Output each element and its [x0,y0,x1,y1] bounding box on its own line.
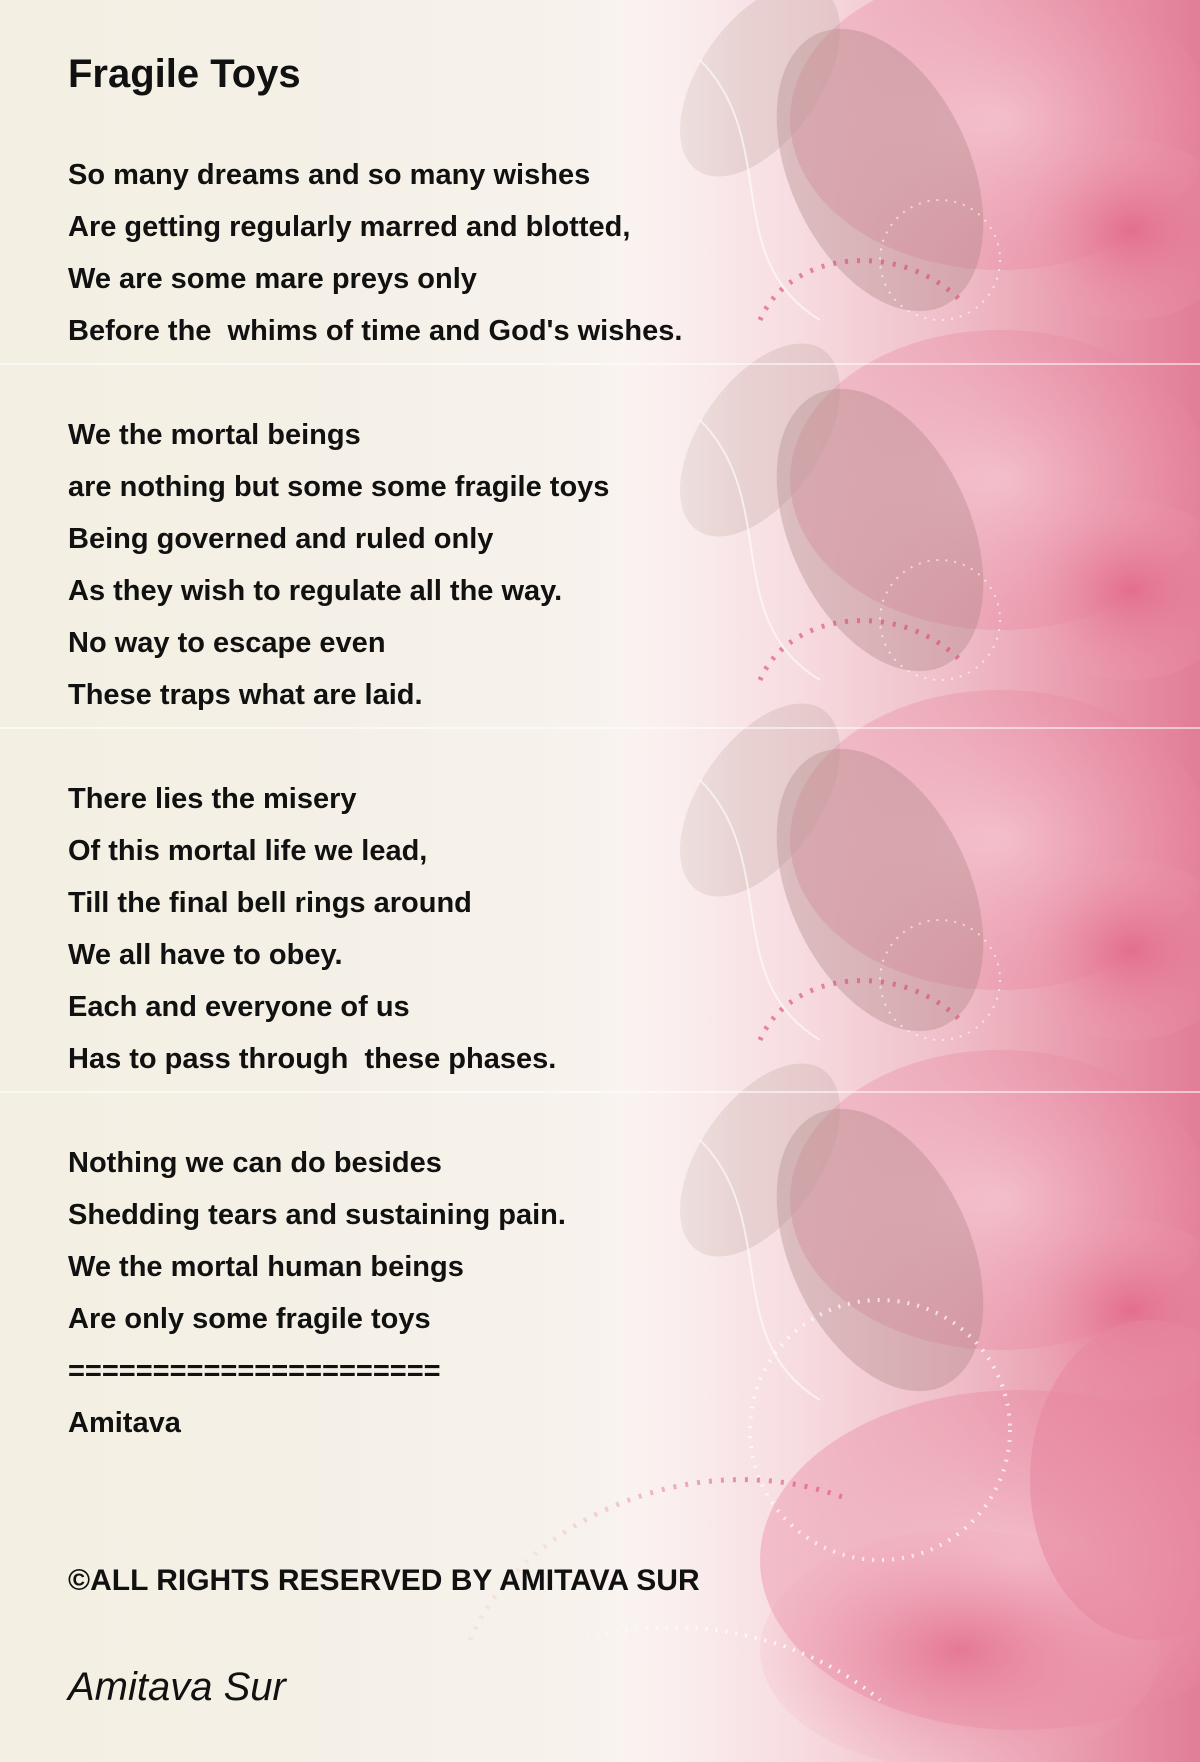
poem-line: No way to escape even [68,627,386,659]
poem-signoff: Amitava [68,1407,181,1439]
poem-line: Nothing we can do besides [68,1147,442,1179]
copyright-notice: ©ALL RIGHTS RESERVED BY AMITAVA SUR [68,1564,700,1597]
poem-line: We the mortal beings [68,419,361,451]
stanza-break [68,1085,968,1137]
poem-line: Till the final bell rings around [68,887,472,919]
poem-line: are nothing but some some fragile toys [68,471,610,503]
poem-line: So many dreams and so many wishes [68,159,591,191]
poem-line: As they wish to regulate all the way. [68,575,563,607]
separator-line: ====================== [68,1355,441,1387]
stanza-break [68,721,968,773]
poem-line: There lies the misery [68,783,357,815]
poem-line: These traps what are laid. [68,679,423,711]
poem-line: Shedding tears and sustaining pain. [68,1199,566,1231]
poem-body [68,149,968,1449]
author-name: Amitava Sur [68,1665,286,1709]
poem-line: Are getting regularly marred and blotted, [68,211,631,243]
poem-line: We all have to obey. [68,939,343,971]
stanza-break [68,357,968,409]
poem-line: Of this mortal life we lead, [68,835,428,867]
poem-line: Before the whims of time and God's wishes. [68,315,683,347]
poem-line: Being governed and ruled only [68,523,494,555]
poem-line: Has to pass through these phases. [68,1043,557,1075]
poem-line: We the mortal human beings [68,1251,464,1283]
poem-line: Are only some fragile toys [68,1303,431,1335]
poem-title: Fragile Toys [68,52,301,96]
poem-line: We are some mare preys only [68,263,477,295]
poem-line: Each and everyone of us [68,991,410,1023]
